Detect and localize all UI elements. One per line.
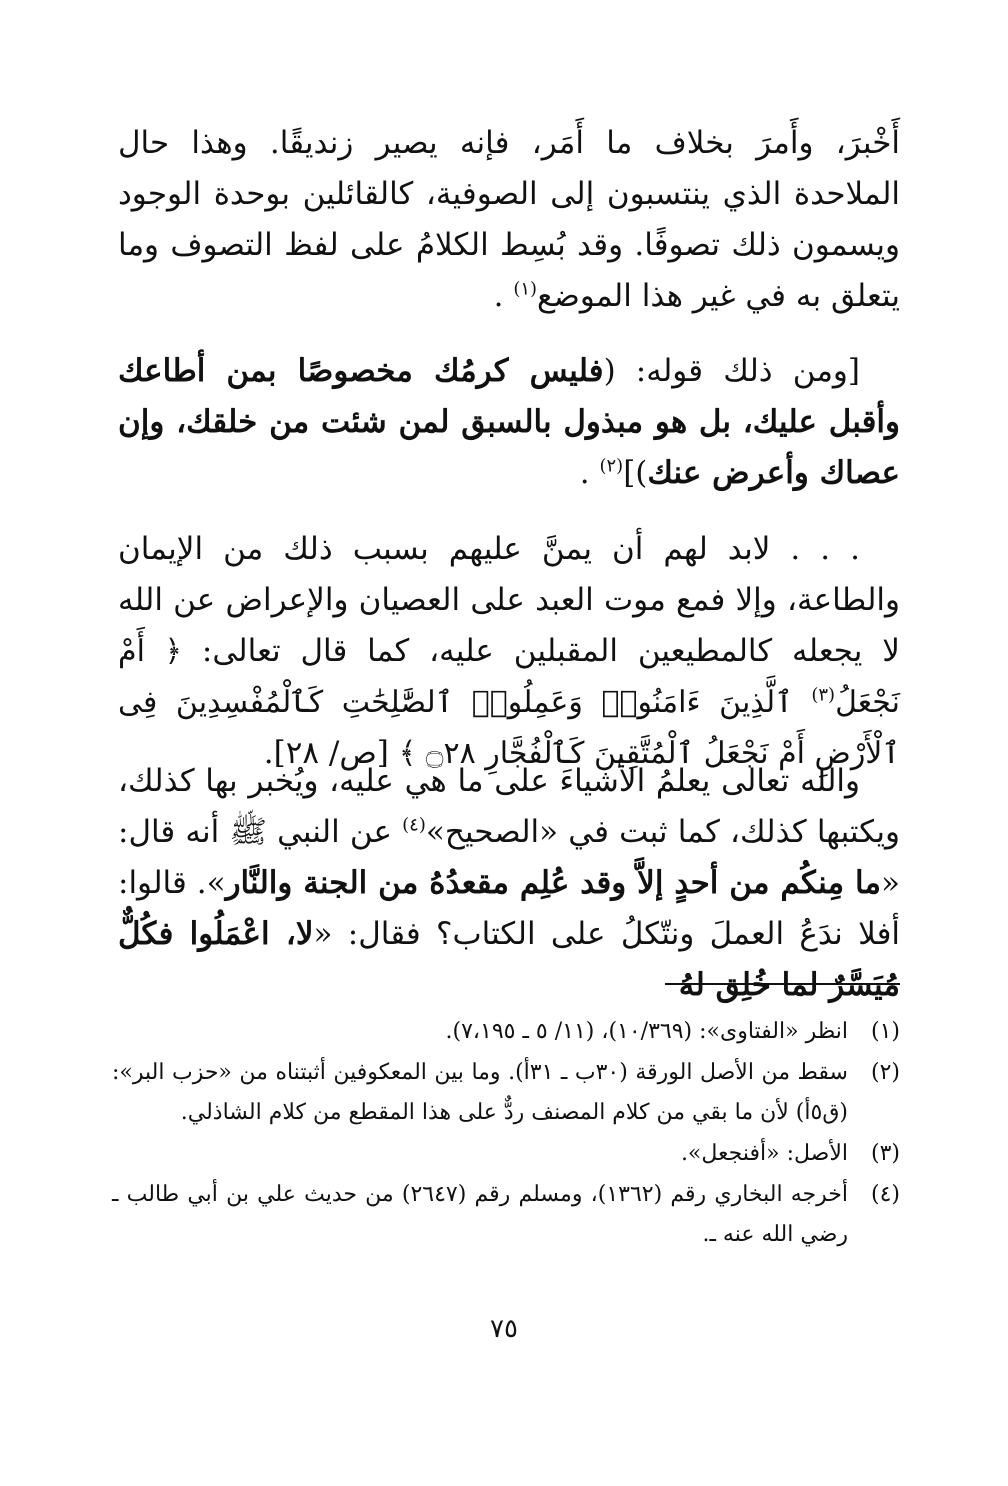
footnote-ref-2[interactable]: (٢) [599, 455, 624, 477]
paragraph-4-text-c: ». قالوا: أفلا ندَعُ العملَ ونتّكلُ على الكتاب؟ فقال: « [118, 865, 901, 952]
paragraph-2 [118, 346, 900, 499]
paragraph-1-text: أَخْبرَ، وأَمرَ بخلاف ما أَمَر، فإنه يصير زنديقًا. وهذا حال الملاحدة الذي ينتسبون إلى الصوفية، كالقائلين بوحدة الوجود ويسمون ذلك تصوفًا. وقد بُسِط الكلامُ على لفظ التصوف وما يتعلق به في غير هذا الموضع [118, 125, 900, 314]
footnote-2 [112, 1053, 900, 1133]
footnote-2-text: سقط من الأصل الورقة (٣٠ب ـ ٣١أ). وما بين المعكوفين أثبتناه من «حزب البر»: (ق٥أ) لأن ما بقي من كلام المصنف ردٌّ على هذا المقطع من كلام الشاذلي. [112, 1060, 848, 1125]
hadith-quote-2: لا، اعْمَلُوا فكُلٌّ مُيَسَّرٌ لما خُلِق لهُ [118, 916, 900, 1003]
paragraph-2-quote: فليس كرمُك مخصوصًا بمن أطاعك وأقبل عليك، بل هو مبذول بالسبق لمن شئت من خلقك، وإن عصاك وأعرض عنك [118, 353, 900, 491]
page-number: ٧٥ [490, 1314, 518, 1344]
paragraph-2-close: )] [623, 455, 648, 491]
paragraph-4 [118, 756, 900, 1011]
paragraph-1 [118, 118, 900, 322]
paragraph-3-text: . . . لابد لهم أن يمنَّ عليهم بسبب ذلك من الإيمان والطاعة، وإلا فمع موت العبد على العصيان والإعراض عن الله لا يجعله كالمطيعين المقبلين عليه، كما قال تعالى: [118, 531, 900, 669]
paragraph-4-text-b: عن النبي ﷺ أنه قال: « [118, 814, 900, 901]
footnote-ref-3[interactable]: (٣) [811, 684, 836, 706]
footnote-4-number: (٤) [870, 1182, 900, 1207]
footnote-separator [665, 983, 900, 985]
footnote-1 [112, 1012, 900, 1052]
paragraph-4-text-a: والله تعالى يعلمُ الأشياءَ على ما هي عليه، ويُخبر بها كذلك، ويكتبها كذلك، كما ثبت في «الصحيح» [118, 763, 900, 850]
footnote-ref-1[interactable]: (١) [513, 278, 538, 300]
paragraph-2-open: [ومن ذلك قوله: ( [603, 353, 860, 389]
footnote-2-number: (٢) [870, 1060, 900, 1085]
footnote-3-text: الأصل: «أفنجعل». [680, 1141, 848, 1166]
paragraph-3 [118, 524, 900, 779]
paragraph-1-end: . [493, 278, 504, 314]
footnote-ref-4[interactable]: (٤) [402, 814, 426, 836]
footnote-1-text: انظر «الفتاوى»: (١٠/٣٦٩)، (١١/ ٥ ـ ٧،١٩٥). [445, 1019, 848, 1044]
hadith-quote-1: ما مِنكُم من أحدٍ إلاَّ وقد عُلِم مقعدُهُ من الجنة والنَّار [225, 865, 882, 901]
footnote-4-text: أخرجه البخاري رقم (١٣٦٢)، ومسلم رقم (٢٦٤٧) من حديث علي بن أبي طالب ـ رضي الله عنه ـ. [112, 1182, 848, 1247]
verse-citation: [ص/ ٢٨]. [263, 735, 399, 771]
footnote-1-number: (١) [870, 1019, 900, 1044]
footnote-3-number: (٣) [870, 1141, 900, 1166]
footnotes [112, 1012, 900, 1256]
paragraph-2-end: . [579, 455, 590, 491]
quran-verse-rest: ٱلَّذِينَ ءَامَنُوا۟ وَعَمِلُوا۟ ٱلصَّٰلِحَٰتِ كَٱلْمُفْسِدِينَ فِى ٱلْأَرْضِ أَمْ نَجْعَلُ ٱلْمُتَّقِينَ كَٱلْفُجَّارِ ۝٢٨ ﴾ [118, 685, 900, 771]
quran-verse-start: ﴿ أَمْ نَجْعَلُ [118, 634, 900, 720]
footnote-3 [112, 1134, 900, 1174]
footnote-4 [112, 1175, 900, 1255]
